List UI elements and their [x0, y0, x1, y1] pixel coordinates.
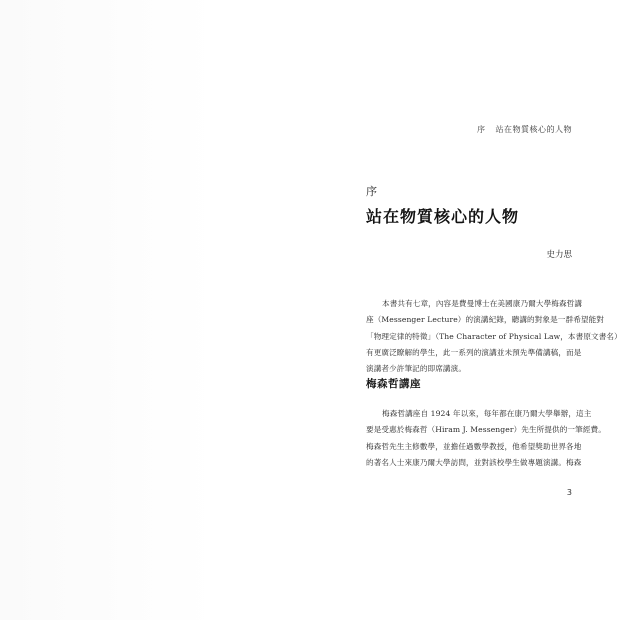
- chapter-title: 站在物質核心的人物: [366, 207, 520, 226]
- running-head: [477, 124, 572, 135]
- paragraph-line: 「物理定律的特徵」（The Character of Physical Law，本書原文書名）: [366, 331, 622, 341]
- paragraph-line: 梅森哲講座自 1924 年以來，每年都在康乃爾大學舉辦，這主: [382, 409, 592, 418]
- intro-paragraph: [366, 296, 622, 377]
- section-paragraph: [366, 406, 606, 471]
- paragraph-line: 演講者少許筆記的即席講演。: [366, 364, 467, 374]
- paragraph-line: 本書共有七章，內容是費曼博士在美國康乃爾大學梅森哲講: [382, 299, 583, 308]
- paragraph-line: 梅森哲先生主修數學，並擔任過數學教授，他希望獎助世界各地: [366, 441, 582, 451]
- paragraph-line: 座（Messenger Lecture）的演講紀錄，聽講的對象是一群希望能對: [366, 315, 604, 325]
- section-heading: 梅森哲講座: [366, 378, 421, 390]
- chapter-label: 序: [366, 185, 377, 198]
- author-name: 史力思: [546, 250, 572, 260]
- page-number: 3: [566, 488, 572, 497]
- running-head-section: 序: [477, 125, 486, 134]
- paragraph-line: 的著名人士來康乃爾大學訪問，並對該校學生做專題演講。梅森: [366, 457, 582, 467]
- paragraph-line: 要是受惠於梅森哲（Hiram J. Messenger）先生所提供的一筆經費。: [366, 425, 606, 435]
- paragraph-line: 有更廣泛瞭解的學生，此一系列的演講並未預先準備講稿，而是: [366, 347, 582, 357]
- running-head-title: 站在物質核心的人物: [495, 125, 572, 134]
